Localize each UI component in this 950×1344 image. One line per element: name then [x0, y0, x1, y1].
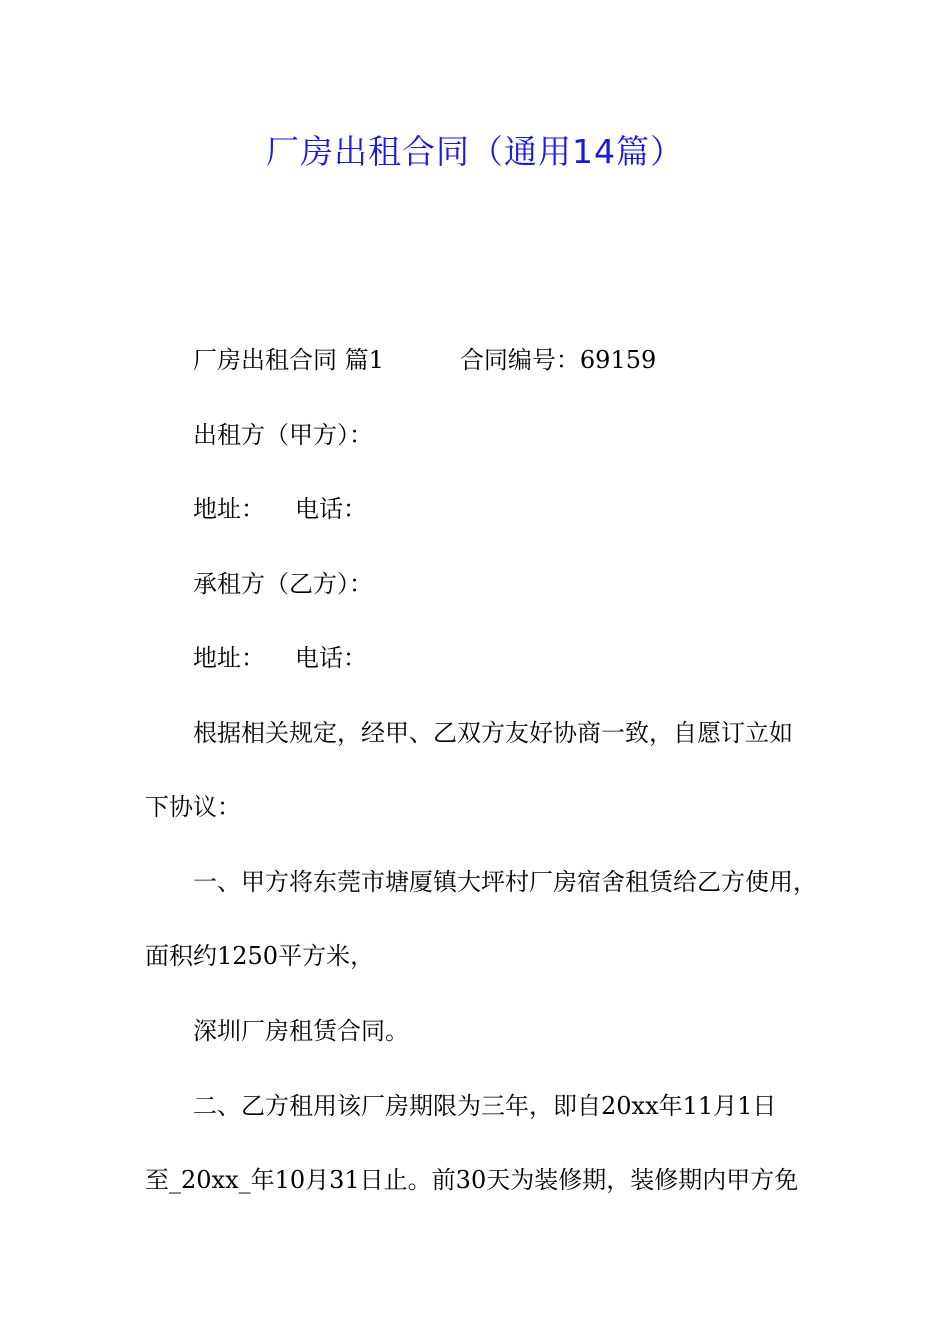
lessee-contact-line: [193, 640, 367, 676]
paragraph-line: 根据相关规定，经甲、乙双方友好协商一致，自愿订立如: [193, 719, 793, 747]
lessor-address-label: 地址：: [193, 495, 265, 523]
paragraph-line: 二、乙方租用该厂房期限为三年，即自20xx年11月1日: [193, 1092, 777, 1120]
paragraph-line: 下协议：: [145, 793, 241, 821]
part-label: 厂房出租合同 篇1: [193, 346, 384, 374]
paragraph-line: 至_20xx_年10月31日止。前30天为装修期，装修期内甲方免: [145, 1166, 799, 1194]
lessor-phone-label: 电话：: [295, 495, 367, 523]
document-title: 厂房出租合同（通用14篇）: [266, 132, 684, 171]
lessee-line: 承租方（乙方）：: [193, 570, 373, 598]
paragraph-line: 深圳厂房租赁合同。: [193, 1017, 409, 1045]
lessor-line: 出租方（甲方）：: [193, 421, 373, 449]
lessor-contact-line: [193, 491, 367, 527]
header-line: [193, 342, 656, 378]
contract-number: 合同编号：69159: [459, 346, 657, 374]
paragraph-line: 一、甲方将东莞市塘厦镇大坪村厂房宿舍租赁给乙方使用，: [193, 868, 817, 896]
lessee-phone-label: 电话：: [295, 644, 367, 672]
lessee-address-label: 地址：: [193, 644, 265, 672]
paragraph-line: 面积约1250平方米，: [145, 942, 375, 970]
